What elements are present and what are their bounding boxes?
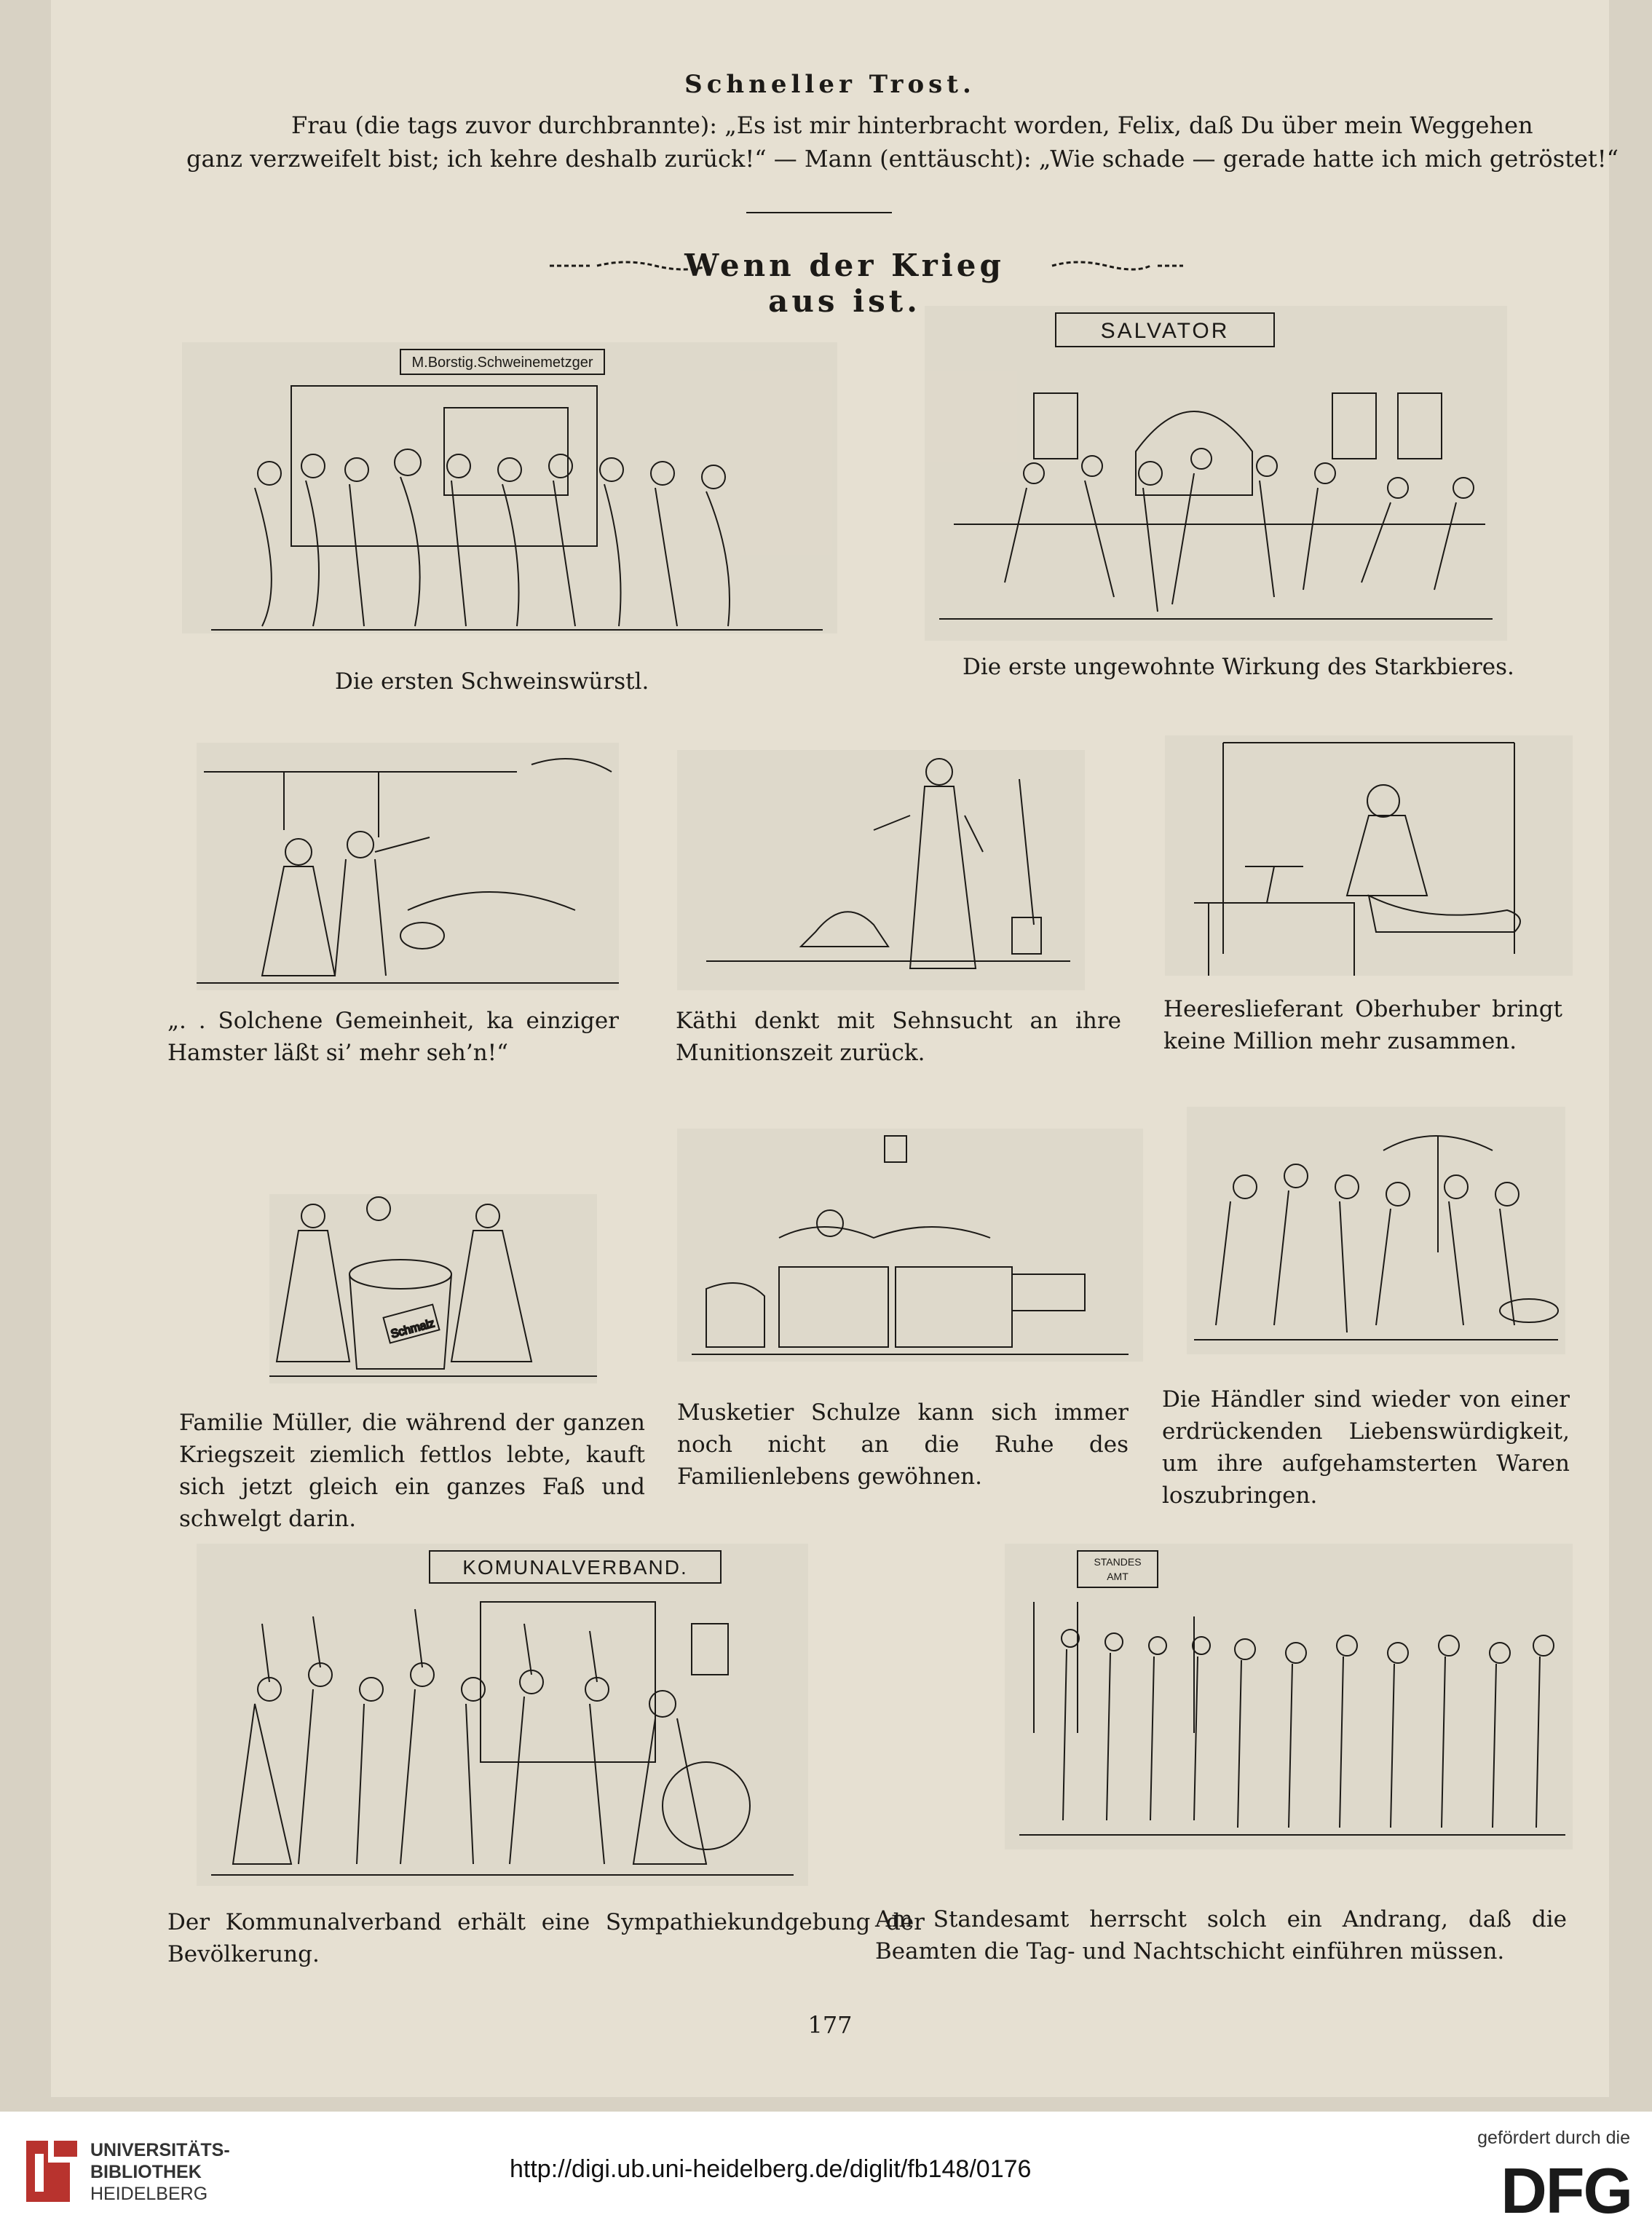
illustration-hamster-farmers (197, 743, 619, 990)
barrel-label: Schmalz (390, 1317, 436, 1341)
anecdote-line-1: Frau (die tags zuvor durchbrannte): „Es ist mir hinterbracht worden, Felix, daß Du über mein Weggehen (291, 111, 1533, 139)
illustration-kaethi-scrubbing (677, 750, 1085, 990)
illustration-kommunalverband-crowd (197, 1544, 808, 1886)
salvator-sign-text: SALVATOR (1100, 319, 1230, 343)
caption-5: Heereslieferant Oberhuber bringt keine Million mehr zusammen. (1163, 996, 1562, 1054)
anecdote-line-2: ganz verzweifelt bist; ich kehre deshalb zurück!“ — Mann (enttäuscht): „Wie schade — gerade hatte ich mich getröstet!“ (186, 145, 1619, 173)
illustration-sausage-crowd (182, 342, 837, 633)
illustration-lard-barrel-family (269, 1194, 597, 1383)
caption-7: Musketier Schulze kann sich immer noch nicht an die Ruhe des Familienlebens gewöhnen. (677, 1399, 1129, 1490)
footer-bar (0, 2112, 1652, 2231)
caption-10: Am Standesamt herrscht solch ein Andrang, daß die Beamten die Tag- und Nachtschicht einführen müssen. (875, 1906, 1567, 1965)
page-number: 177 (807, 2011, 853, 2039)
dfg-logo: DFG (1501, 2155, 1632, 2227)
standesamt-sign-line-2: AMT (1107, 1571, 1129, 1582)
library-name-line-1: UNIVERSITÄTS- (90, 2140, 230, 2160)
kommunal-sign-text: KOMUNALVERBAND. (462, 1556, 688, 1579)
caption-9: Der Kommunalverband erhält eine Sympathiekundgebung der Bevölkerung. (167, 1909, 925, 1967)
right-ornament (1048, 255, 1187, 277)
caption-3: „. . Solchene Gemeinheit, ka einziger Hamster läßt si’ mehr seh’n!“ (167, 1008, 619, 1066)
illustration-traders-crowd (1187, 1107, 1565, 1354)
scanned-page (51, 0, 1619, 2097)
caption-8: Die Händler sind wieder von einer erdrückenden Liebenswürdigkeit, um ihre aufgehamsterten Waren loszubringen. (1162, 1386, 1570, 1509)
university-library-logo (19, 2133, 84, 2209)
funding-label: gefördert durch die (1477, 2128, 1630, 2148)
section-title: Wenn der Krieg aus ist. (684, 248, 1005, 319)
divider-rule (746, 212, 892, 213)
library-name-line-2: BIBLIOTHEK (90, 2162, 202, 2182)
caption-4: Käthi denkt mit Sehnsucht an ihre Munitionszeit zurück. (676, 1008, 1121, 1066)
standesamt-sign-line-1: STANDES (1094, 1556, 1142, 1568)
caption-2: Die erste ungewohnte Wirkung des Starkbieres. (963, 654, 1514, 680)
library-name-line-3: HEIDELBERG (90, 2184, 208, 2204)
illustration-standesamt-queue (1005, 1544, 1573, 1849)
library-name (90, 2139, 230, 2205)
caption-1: Die ersten Schweinswürstl. (335, 668, 649, 695)
anecdote-title: Schneller Trost. (684, 70, 976, 99)
illustration-salvator-tavern (925, 306, 1507, 641)
illustration-musketeer-beds (677, 1129, 1143, 1362)
butcher-sign-text: M.Borstig.Schweinemetzger (411, 355, 593, 371)
illustration-war-supplier-desk (1165, 735, 1573, 976)
digital-library-url[interactable]: http://digi.ub.uni-heidelberg.de/diglit/fb148/0176 (510, 2155, 1032, 2183)
caption-6: Familie Müller, die während der ganzen Kriegszeit ziemlich fettlos lebte, kauft sich jetzt gleich ein ganzes Faß und schwelgt darin. (179, 1410, 645, 1532)
